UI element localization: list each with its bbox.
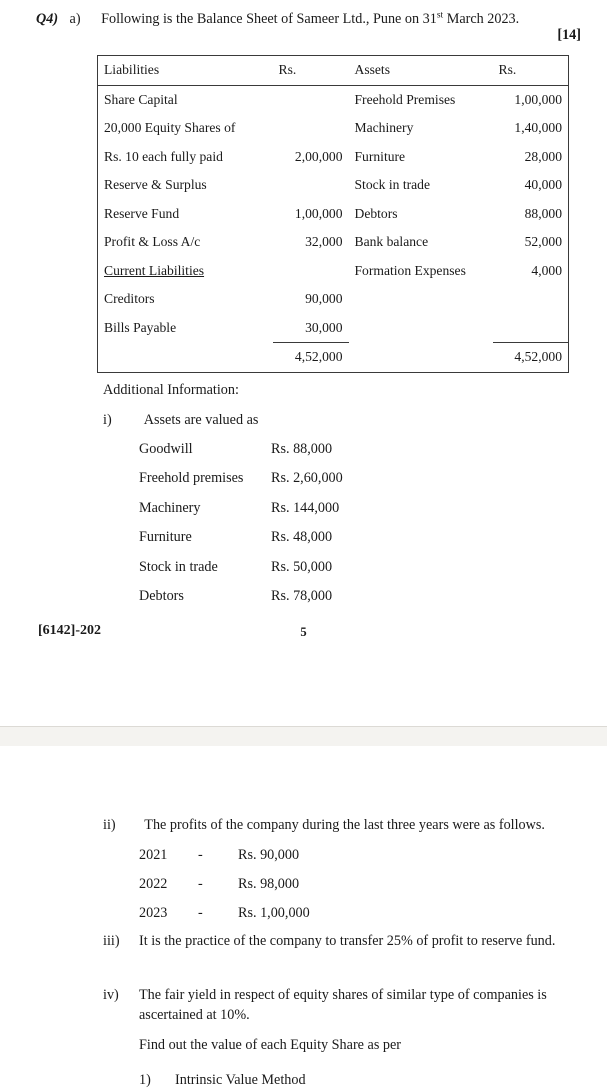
valuation-name: Freehold premises	[139, 470, 244, 487]
cell-asset: Bank balance	[354, 234, 429, 250]
valuation-row	[139, 587, 332, 606]
valuation-row	[139, 558, 332, 577]
table-row	[98, 114, 569, 143]
table-row	[98, 143, 569, 172]
marks-badge: [14]	[557, 27, 581, 43]
item-text-ii: The profits of the company during the last three years were as follows.	[144, 817, 545, 833]
cell-liability	[98, 143, 273, 172]
profit-dash: -	[198, 876, 203, 892]
valuation-amount: Rs. 144,000	[271, 499, 340, 516]
cell-liability	[98, 257, 273, 286]
profit-row	[139, 875, 299, 894]
table-row	[98, 285, 569, 314]
cell-liability-amount	[273, 114, 349, 143]
additional-item-i	[103, 411, 258, 430]
cell-asset-amount	[493, 314, 569, 343]
profit-dash: -	[198, 847, 203, 863]
cell-liability	[98, 114, 273, 143]
liability-label: 20,000 Equity Shares of	[104, 120, 236, 136]
valuation-name: Machinery	[139, 499, 201, 516]
table-row	[98, 171, 569, 200]
cell-asset-amount: 40,000	[524, 177, 562, 193]
valuation-row	[139, 440, 332, 459]
table-total-row	[98, 343, 569, 373]
cell-liability	[98, 171, 273, 200]
valuation-row	[139, 469, 343, 488]
column-header-assets: Assets	[354, 62, 390, 78]
total-liability-amount: 4,52,000	[273, 343, 349, 373]
total-asset-amount: 4,52,000	[493, 343, 569, 373]
item-marker-iii: iii)	[103, 933, 120, 949]
cell-liability-amount: 1,00,000	[294, 205, 343, 221]
liability-label: Reserve & Surplus	[104, 177, 207, 193]
balance-sheet-table-wrap	[97, 55, 568, 373]
valuation-amount: Rs. 50,000	[271, 558, 333, 575]
liability-label: Rs. 10 each fully paid	[104, 148, 223, 164]
cell-liability	[98, 200, 273, 229]
cell-liability-amount	[273, 85, 349, 114]
find-out-instruction: Find out the value of each Equity Share as per	[139, 1037, 401, 1053]
column-header-liabilities: Liabilities	[104, 62, 160, 78]
cell-liability	[98, 85, 273, 114]
cell-liability	[98, 314, 273, 343]
cell-asset: Debtors	[354, 205, 398, 221]
profit-amount: Rs. 1,00,000	[238, 905, 310, 921]
table-header-row	[98, 56, 569, 86]
question-prompt	[101, 11, 519, 27]
liability-label: Reserve Fund	[104, 205, 180, 221]
cell-asset	[349, 285, 493, 314]
liability-label: Bills Payable	[104, 320, 177, 335]
item-text-iii: It is the practice of the company to transfer 25% of profit to reserve fund.	[139, 933, 556, 949]
valuation-row	[139, 499, 339, 518]
cell-liability	[98, 228, 273, 257]
question-number: Q4)	[36, 10, 59, 27]
document-page-bottom	[0, 746, 607, 1088]
liability-label: Current Liabilities	[104, 262, 205, 278]
total-liability-blank	[98, 343, 273, 373]
valuation-row	[139, 528, 332, 547]
column-header-assets-amount: Rs.	[498, 62, 517, 78]
table-row	[98, 228, 569, 257]
cell-liability-amount: 30,000	[305, 319, 343, 335]
paper-code: [6142]-202	[38, 623, 101, 638]
profit-year: 2021	[139, 847, 168, 863]
cell-asset: Machinery	[354, 120, 414, 136]
method-text: Intrinsic Value Method	[175, 1072, 306, 1088]
item-marker-ii: ii)	[103, 817, 116, 833]
ordinal-suffix: st	[436, 10, 444, 20]
cell-asset-amount: 1,40,000	[514, 120, 562, 136]
valuation-amount: Rs. 78,000	[271, 588, 333, 604]
additional-item-iv	[103, 986, 589, 1025]
question-header	[36, 6, 581, 29]
cell-asset-amount	[493, 285, 569, 314]
item-text-i: Assets are valued as	[143, 412, 259, 428]
valuation-name: Goodwill	[139, 441, 193, 457]
page-separator	[0, 726, 607, 748]
valuation-name: Furniture	[139, 529, 192, 546]
liability-label: Creditors	[104, 291, 155, 307]
table-row	[98, 200, 569, 229]
cell-asset-amount: 1,00,000	[514, 91, 562, 107]
cell-liability-amount: 2,00,000	[294, 148, 343, 164]
additional-item-iii	[103, 932, 585, 952]
profit-row	[139, 904, 310, 923]
total-asset-blank	[349, 343, 493, 373]
additional-information-heading: Additional Information:	[103, 382, 239, 398]
liability-label: Share Capital	[104, 91, 178, 107]
profit-dash: -	[198, 905, 203, 921]
valuation-name: Stock in trade	[139, 558, 218, 575]
question-sub-label: a)	[69, 10, 81, 27]
table-row	[98, 257, 569, 286]
cell-liability-amount	[273, 171, 349, 200]
cell-asset: Furniture	[354, 148, 406, 164]
question-prompt-post: March 2023.	[443, 10, 520, 27]
cell-liability	[98, 285, 273, 314]
profit-year: 2023	[139, 905, 168, 921]
table-row	[98, 85, 569, 114]
item-marker-i: i)	[103, 412, 112, 428]
profit-year: 2022	[139, 876, 168, 892]
cell-asset-amount: 28,000	[524, 148, 562, 164]
table-row	[98, 314, 569, 343]
page-number: 5	[300, 625, 307, 639]
valuation-name: Debtors	[139, 588, 184, 604]
item-text-iv: The fair yield in respect of equity shares of similar type of companies is ascertained at 10%.	[139, 987, 547, 1023]
method-marker: 1)	[139, 1072, 151, 1088]
liability-label: Profit & Loss A/c	[104, 234, 201, 250]
cell-asset-amount: 88,000	[524, 205, 562, 221]
valuation-amount: Rs. 48,000	[271, 529, 333, 546]
cell-asset-amount: 4,000	[531, 262, 562, 278]
profit-amount: Rs. 98,000	[238, 876, 300, 892]
additional-item-ii	[103, 816, 545, 835]
cell-asset: Stock in trade	[354, 177, 431, 193]
cell-liability-amount: 32,000	[305, 234, 343, 250]
question-prompt-pre: Following is the Balance Sheet of Sameer Ltd., Pune on 31	[101, 10, 437, 27]
balance-sheet-table	[97, 55, 569, 373]
method-row	[139, 1071, 306, 1090]
cell-asset: Freehold Premises	[354, 91, 456, 107]
item-marker-iv: iv)	[103, 987, 119, 1003]
cell-liability-amount: 90,000	[305, 291, 343, 307]
cell-asset-amount: 52,000	[524, 234, 562, 250]
column-header-liabilities-amount: Rs.	[278, 62, 297, 78]
profit-row	[139, 846, 299, 865]
cell-liability-amount	[273, 257, 349, 286]
cell-asset	[349, 314, 493, 343]
cell-asset: Formation Expenses	[354, 262, 466, 278]
valuation-amount: Rs. 2,60,000	[271, 470, 343, 487]
valuation-amount: Rs. 88,000	[271, 441, 333, 457]
profit-amount: Rs. 90,000	[238, 847, 300, 863]
